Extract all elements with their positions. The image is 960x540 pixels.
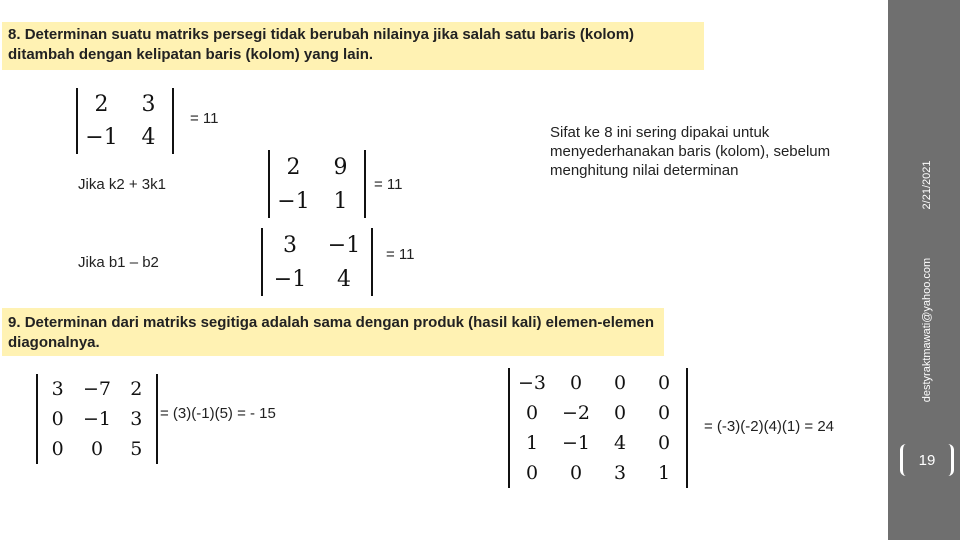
property-8-note: Sifat ke 8 ini sering dipakai untuk menyederhanakan baris (kolom), sebelum menghitung nilai determinan — [550, 124, 831, 179]
determinant-operation-2 — [261, 228, 373, 296]
matrix-cell: −7 — [82, 378, 111, 400]
matrix-cell: 0 — [51, 438, 64, 460]
property-8-period: . — [368, 46, 374, 63]
matrix-cell: 0 — [90, 438, 104, 460]
matrix-cell: 2 — [94, 92, 109, 117]
operation-1-label: Jika k2 + 3k1 — [78, 176, 166, 193]
determinant-lower-triangular-result: = (-3)(-2)(4)(1) = 24 — [704, 418, 835, 435]
property-9-text: Determinan dari matriks segitiga adalah sama dengan produk (hasil kali) elemen-elemen diagonalnya — [8, 314, 655, 351]
matrix-cell: 0 — [569, 462, 583, 484]
determinant-original — [76, 88, 174, 154]
matrix-cell: −1 — [82, 408, 111, 430]
matrix-cell: 9 — [333, 154, 348, 180]
operation-2-label: Jika b1 – b2 — [78, 254, 159, 271]
property-9-period: . — [95, 334, 100, 351]
matrix-cell: 0 — [657, 432, 671, 454]
matrix-cell: −3 — [517, 372, 546, 394]
matrix-cell: −1 — [327, 232, 361, 258]
operation-1-result: = 11 — [374, 176, 403, 193]
matrix-cell: −1 — [85, 125, 118, 150]
matrix-cell: 4 — [141, 125, 156, 150]
page-number-box — [900, 444, 954, 476]
matrix-cell: 0 — [525, 402, 539, 424]
matrix-cell: 0 — [525, 462, 539, 484]
matrix-cell: 2 — [286, 154, 301, 180]
matrix-cell: 1 — [333, 188, 348, 214]
matrix-cell: −1 — [277, 188, 310, 214]
matrix-cell: 0 — [51, 408, 64, 430]
matrix-cell: 4 — [613, 432, 627, 454]
matrix-cell: −1 — [561, 432, 590, 454]
determinant-operation-1 — [268, 150, 366, 218]
property-8-number: 8. — [8, 26, 25, 43]
page-number: 19 — [918, 451, 936, 469]
slide-date: 2/21/2021 — [921, 160, 933, 210]
matrix-cell: 3 — [51, 378, 64, 400]
operation-2-result: = 11 — [386, 246, 415, 263]
determinant-lower-triangular — [508, 368, 688, 488]
matrix-cell: 0 — [657, 402, 671, 424]
matrix-cell: 2 — [130, 378, 143, 400]
matrix-cell: 4 — [337, 266, 351, 292]
matrix-cell: 3 — [283, 232, 297, 258]
matrix-cell: 3 — [613, 462, 627, 484]
matrix-cell: 5 — [130, 438, 143, 460]
matrix-cell: 0 — [657, 372, 671, 394]
matrix-cell: −2 — [561, 402, 590, 424]
matrix-cell: 0 — [569, 372, 583, 394]
determinant-upper-triangular — [36, 374, 158, 464]
matrix-cell: 0 — [613, 372, 627, 394]
property-9-number: 9. — [8, 314, 25, 331]
matrix-cell: 1 — [657, 462, 671, 484]
matrix-cell: −1 — [273, 266, 307, 292]
property-8-text: Determinan suatu matriks persegi tidak berubah nilainya jika salah satu baris (kolom) ditambah dengan kelipatan baris (kolom) yang lain — [8, 26, 635, 63]
matrix-cell: 3 — [130, 408, 143, 430]
determinant-upper-triangular-result: = (3)(-1)(5) = - 15 — [160, 405, 276, 422]
matrix-cell: 1 — [525, 432, 539, 454]
property-9-statement — [2, 308, 664, 356]
matrix-cell: 3 — [141, 92, 156, 117]
determinant-original-result: = 11 — [190, 110, 219, 127]
author-email: destyraktmawati@yahoo.com — [921, 257, 933, 403]
property-8-statement — [2, 22, 704, 70]
matrix-cell: 0 — [613, 402, 627, 424]
